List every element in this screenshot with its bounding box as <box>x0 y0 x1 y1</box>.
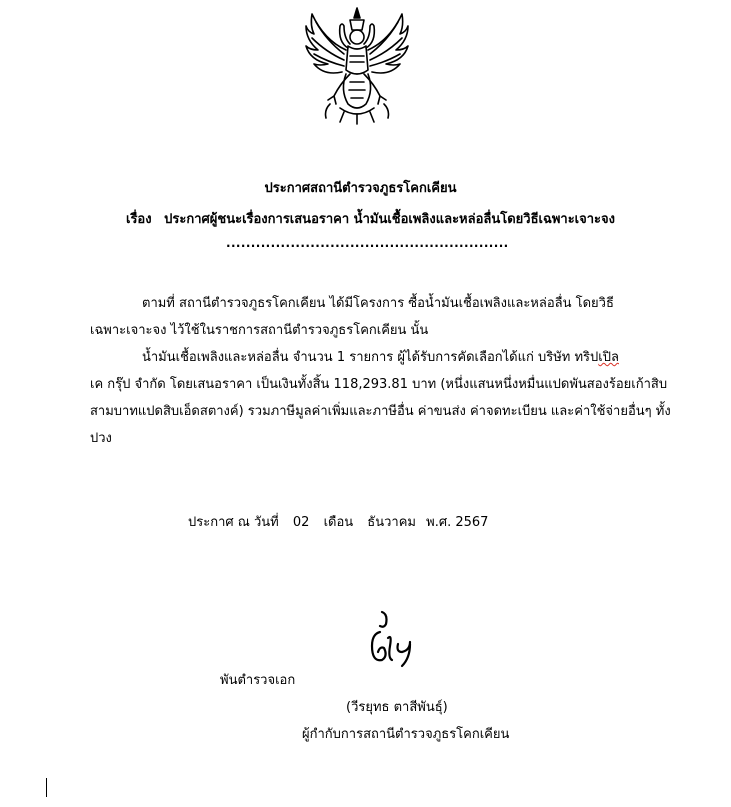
garuda-emblem-icon <box>300 4 414 126</box>
date-line <box>188 511 488 532</box>
dotted-separator: ......................................................... <box>226 236 509 250</box>
signatory-name: (วีรยุทธ ตาสีพันธุ์) <box>346 700 448 715</box>
spellcheck-flagged-word[interactable]: เปิล <box>598 350 619 365</box>
body-line-4: เค กรุ๊ป จำกัด โดยเสนอราคา เป็นเงินทั้งสิ้น 118,293.81 บาท (หนึ่งแสนหนึ่งหมื่นแปดพันสองร้อยเก้าสิบ <box>90 377 668 392</box>
date-prefix: ประกาศ ณ วันที่ <box>188 515 279 530</box>
body-line-3-main: น้ำมันเชื้อเพลิงและหล่อลื่น จำนวน 1 รายการ ผู้ได้รับการคัดเลือกได้แก่ บริษัท ทริป <box>142 350 599 365</box>
body-line-5: สามบาทแปดสิบเอ็ดสตางค์) รวมภาษีมูลค่าเพิ่มและภาษีอื่น ค่าขนส่ง ค่าจดทะเบียน และค่าใช้จ่ายอื่นๆ ทั้ง <box>90 404 671 419</box>
signatory-rank: พันตำรวจเอก <box>220 673 296 688</box>
date-year: 2567 <box>455 515 489 530</box>
body-line-6: ปวง <box>90 431 112 446</box>
date-month: ธันวาคม <box>367 515 416 530</box>
subject-text: ประกาศผู้ชนะเรื่องการเสนอราคา น้ำมันเชื้อเพลิงและหล่อลื่นโดยวิธีเฉพาะเจาะจง <box>164 212 615 227</box>
subject-label: เรื่อง <box>126 212 152 227</box>
signatory-position: ผู้กำกับการสถานีตำรวจภูธรโคกเคียน <box>302 727 510 742</box>
date-year-label: พ.ศ. <box>426 515 452 530</box>
handwritten-signature-icon <box>366 610 416 670</box>
announcement-title: ประกาศสถานีตำรวจภูธรโคกเคียน <box>264 181 457 196</box>
body-line-2: เฉพาะเจาะจง ไว้ใช้ในราชการสถานีตำรวจภูธรโคกเคียน นั้น <box>90 323 429 338</box>
body-line-1: ตามที่ สถานีตำรวจภูธรโคกเคียน ได้มีโครงการ ซื้อน้ำมันเชื้อเพลิงและหล่อลื่น โดยวิธี <box>142 296 614 311</box>
body-line-3 <box>142 346 619 367</box>
subject-line <box>5 208 731 229</box>
date-month-label: เดือน <box>323 515 354 530</box>
date-day: 02 <box>292 515 310 530</box>
text-cursor-icon <box>46 778 47 797</box>
